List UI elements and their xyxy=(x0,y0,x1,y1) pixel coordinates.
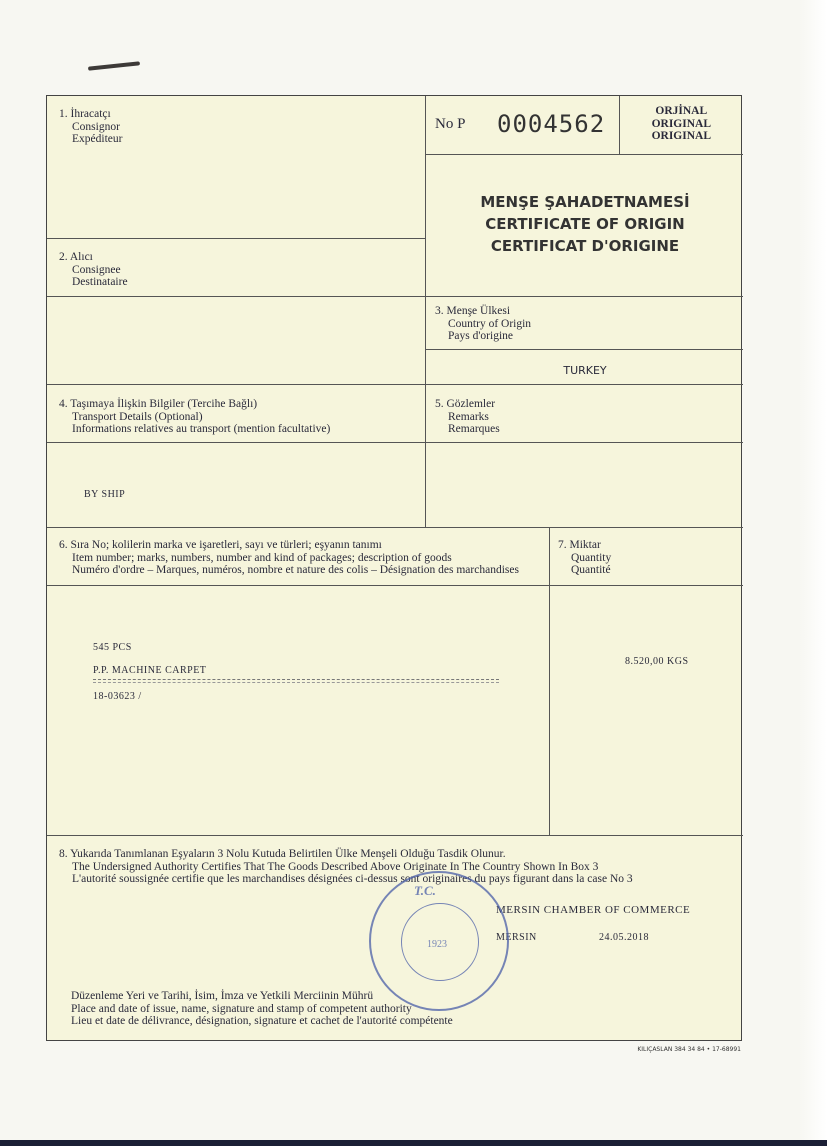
pen-mark xyxy=(88,61,140,70)
box7-label: 7. Miktar Quantity Quantité xyxy=(558,539,612,577)
scan-edge xyxy=(0,1140,827,1146)
certificate-serial-number: 0004562 xyxy=(497,110,606,138)
box3-label: 3. Menşe Ülkesi Country of Origin Pays d'origine xyxy=(435,305,532,343)
printer-imprint: KILIÇASLAN 384 34 84 • 17-68991 xyxy=(637,1046,741,1053)
chamber-name: MERSIN CHAMBER OF COMMERCE xyxy=(496,904,691,916)
official-stamp: T.C. 1923 xyxy=(369,871,509,1011)
box6-label: 6. Sıra No; kolilerin marka ve işaretleri, sayı ve türleri; eşyanın tanımı Item number; marks, numbers, number and kind of packages; description of goods Numéro d'ordre – Marques, numéros, nombre et nature des colis – Désignation des marchandises xyxy=(59,539,519,577)
original-mark: ORJİNAL ORIGINAL ORIGINAL xyxy=(651,105,711,143)
issue-place: MERSIN xyxy=(496,932,537,943)
signature-label: Düzenleme Yeri ve Tarihi, İsim, İmza ve Yetkili Merciinin Mührü Place and date of issue, name, signature and stamp of competent authority Lieu et date de délivrance, désignation, signature et cachet de l'autorité compétente xyxy=(71,990,453,1028)
box4-label: 4. Taşımaya İlişkin Bilgiler (Tercihe Bağlı) Transport Details (Optional) Informations relatives au transport (mention facultative) xyxy=(59,398,331,436)
packages-value: 545 PCS xyxy=(93,642,132,653)
document-title: MENŞE ŞAHADETNAMESİ CERTIFICATE OF ORIGIN CERTIFICAT D'ORIGINE xyxy=(480,193,690,255)
certificate-no-prefix: No P xyxy=(435,116,466,132)
origin-country-value: TURKEY xyxy=(563,364,607,377)
box1-label: 1. İhracatçı Consignor Expéditeur xyxy=(59,108,123,146)
box5-label: 5. Gözlemler Remarks Remarques xyxy=(435,398,500,436)
box8-label: 8. Yukarıda Tanımlanan Eşyaların 3 Nolu Kutuda Belirtilen Ülke Menşeli Olduğu Tasdik Olunur. The Undersigned Authority Certifies That The Goods Described Above Originate In The Country Shown In Box 3 L'autorité soussignée certifie que les marchandises désignées ci-dessus sont originaires du pays figurant dans la case No 3 xyxy=(59,848,633,886)
reference-value: 18-03623 / xyxy=(93,691,142,702)
separator-line xyxy=(93,679,499,683)
issue-date: 24.05.2018 xyxy=(599,932,649,943)
transport-value: BY SHIP xyxy=(84,489,126,500)
box2-label: 2. Alıcı Consignee Destinataire xyxy=(59,251,128,289)
quantity-value: 8.520,00 KGS xyxy=(625,656,689,667)
certificate-form xyxy=(46,95,742,1041)
page-edge xyxy=(799,0,827,1146)
goods-description-value: P.P. MACHINE CARPET xyxy=(93,665,207,676)
